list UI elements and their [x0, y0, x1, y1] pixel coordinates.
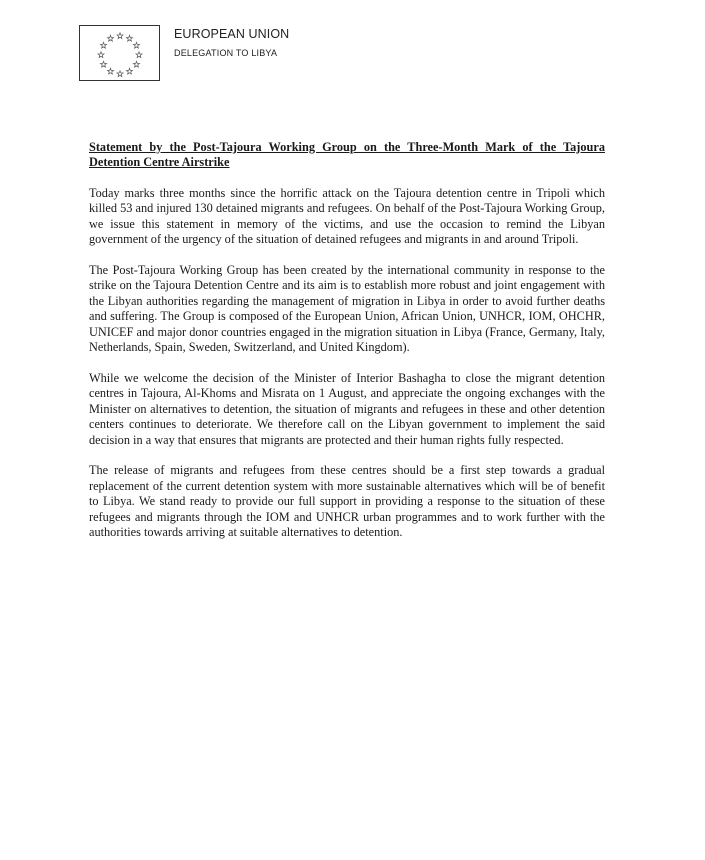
star-icon [136, 52, 142, 58]
header-organization [174, 27, 289, 58]
paragraph: The release of migrants and refugees from these centres should be a first step towards a gradual replacement of the current detention system with more sustainable alternatives which will be of benefit to Libya. We stand ready to provide our full support in providing a response to the situation of these refugees and migrants through the IOM and UNHCR urban programmes and to work further with the authorities towards arriving at suitable alternatives to detention. [89, 463, 605, 540]
delegation-name: DELEGATION TO LIBYA [174, 48, 278, 58]
paragraph: The Post-Tajoura Working Group has been created by the international community in response to the strike on the Tajoura Detention Centre and its aim is to establish more robust and joint engagement with the Libyan authorities regarding the management of migration in Libya in order to avoid further deaths and suffering. The Group is composed of the European Union, African Union, UNHCR, IOM, OHCHR, UNICEF and major donor countries engaged in the migration situation in Libya (France, Germany, Italy, Netherlands, Spain, Sweden, Switzerland, and United Kingdom). [89, 262, 605, 354]
star-icon [133, 61, 139, 67]
eu-logo [79, 25, 160, 81]
paragraph: Today marks three months since the horrific attack on the Tajoura detention centre in Tripoli which killed 53 and injured 130 detained migrants and refugees. On behalf of the Post-Tajoura Working Group, we issue this statement in memory of the victims, and use the occasion to remind the Libyan government of the urgency of the situation of detained refugees and migrants in and around Tripoli. [89, 185, 605, 247]
star-icon [126, 68, 132, 74]
star-icon [117, 71, 123, 77]
star-icon [126, 35, 132, 41]
star-icon [133, 42, 139, 48]
star-icon [101, 61, 107, 67]
statement-body [89, 140, 605, 556]
paragraph: While we welcome the decision of the Minister of Interior Bashagha to close the migrant detention centres in Tajoura, Al-Khoms and Misrata on 1 August, and appreciate the ongoing exchanges with the Minister on alternatives to detention, the situation of migrants and refugees in these and other detention centers continues to deteriorate. We therefore call on the Libyan government to implement the said decision in a way that ensures that migrants are protected and their human rights fully respected. [89, 370, 605, 447]
star-icon [101, 42, 107, 48]
star-icon [117, 33, 123, 39]
organization-name: EUROPEAN UNION [174, 27, 290, 41]
star-icon [98, 52, 104, 58]
star-icon [107, 68, 113, 74]
eu-stars-icon [80, 26, 159, 80]
statement-title: Statement by the Post-Tajoura Working Group on the Three-Month Mark of the Tajoura Detention Centre Airstrike [89, 140, 605, 170]
star-icon [107, 35, 113, 41]
